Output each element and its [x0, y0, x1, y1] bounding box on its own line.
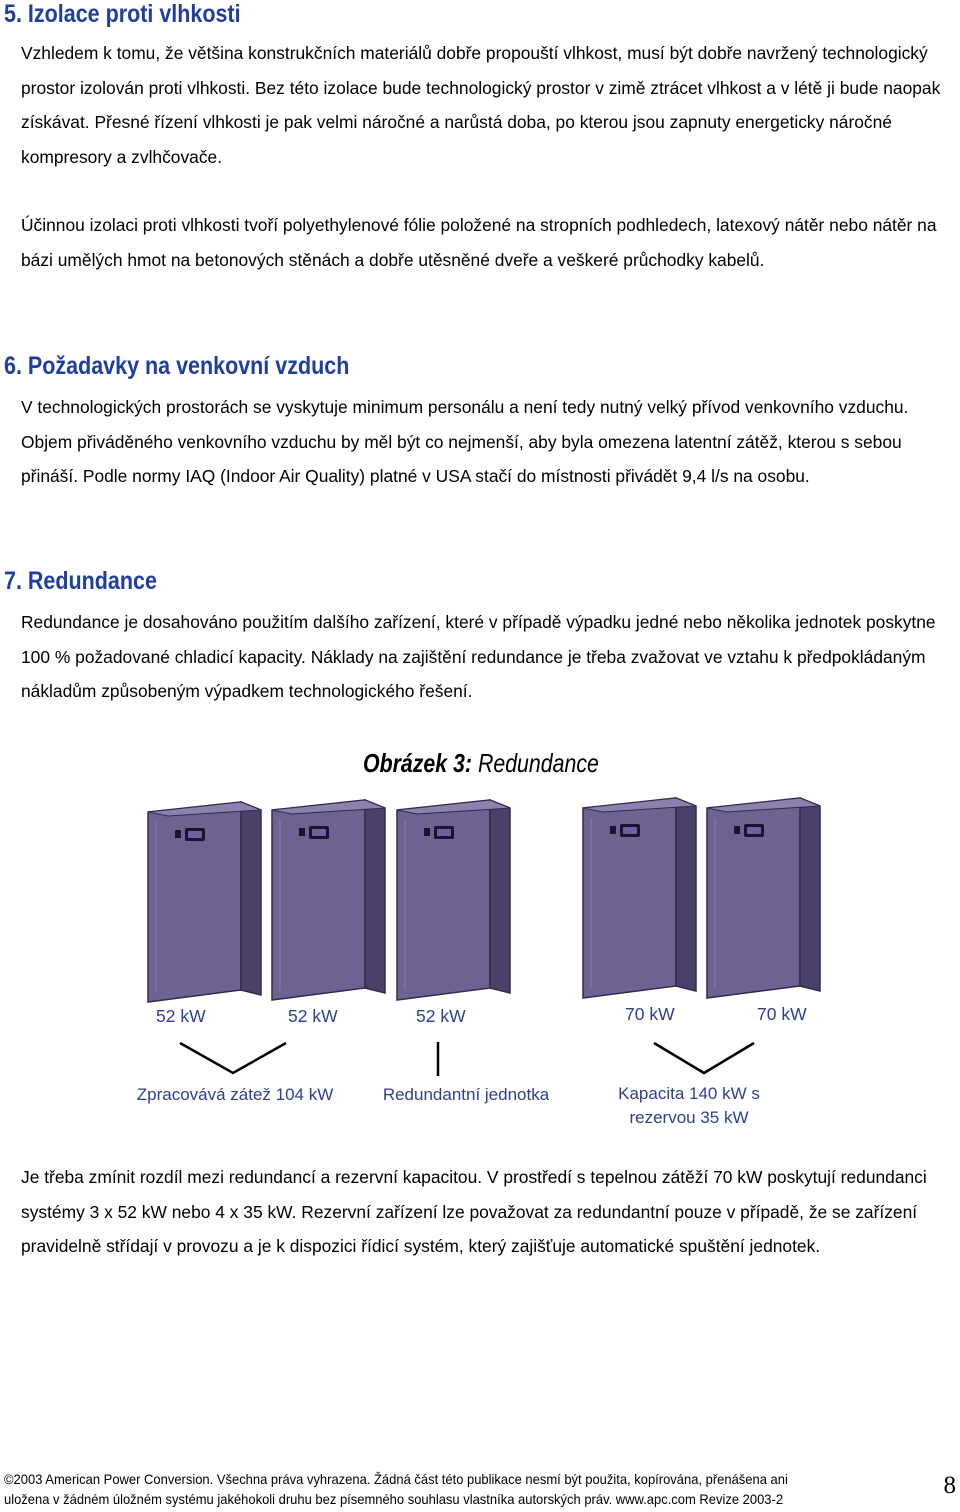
capacity-caption: [594, 1082, 784, 1130]
unit-3-capacity: 52 kW: [416, 1006, 466, 1026]
unit-1-capacity: 52 kW: [156, 1006, 206, 1026]
section-7-paragraph-1: Redundance je dosahováno použitím dalšího zařízení, které v případě výpadku jedné nebo několika jednotek poskytne 100 % požadované chladicí kapacity. Náklady na zajištění redundance je třeba zvažovat ve vztahu k předpokládaným nákladům způsobeným výpadkem technologického řešení.: [21, 612, 936, 702]
section-6-heading: 6. Požadavky na venkovní vzduch: [4, 352, 350, 380]
capacity-bracket: [654, 1043, 754, 1073]
cooling-unit-5: [707, 798, 820, 998]
figure-title-text: Redundance: [472, 748, 599, 778]
section-7-paragraph-2: Je třeba zmínit rozdíl mezi redundancí a rezervní kapacitou. V prostředí s tepelnou zátěží 70 kW poskytují redundanci systémy 3 x 52 kW nebo 4 x 35 kW. Rezervní zařízení lze považovat za redundantní pouze v případě, že se zařízení pravidelně střídají v provozu a je k dispozici řídicí systém, který zajišťuje automatické spuštění jednotek.: [21, 1167, 927, 1257]
page-number: 8: [943, 1472, 956, 1499]
capacity-caption-line-1: Kapacita 140 kW s: [618, 1084, 760, 1103]
redundant-caption: Redundantní jednotka: [382, 1085, 550, 1104]
section-7-heading: 7. Redundance: [4, 567, 157, 595]
load-caption: Zpracovává zátež 104 kW: [136, 1085, 334, 1104]
unit-5-capacity: 70 kW: [757, 1004, 807, 1024]
unit-4-capacity: 70 kW: [625, 1004, 675, 1024]
section-5-paragraph-2: Účinnou izolaci proti vlhkosti tvoří polyethylenové fólie položené na stropních podhledech, latexový nátěr nebo nátěr na bázi umělých hmot na betonových stěnách a dobře utěsněné dveře a veškeré průchodky kabelů.: [21, 215, 937, 270]
figure-title-label: Obrázek 3:: [363, 748, 473, 778]
load-bracket: [180, 1043, 286, 1073]
cooling-unit-1: [148, 802, 261, 1002]
section-5-heading: 5. Izolace proti vlhkosti: [4, 0, 241, 28]
unit-2-capacity: 52 kW: [288, 1006, 338, 1026]
section-5-paragraph-1: Vzhledem k tomu, že většina konstrukčních materiálů dobře propouští vlhkost, musí být dobře navržený technologický prostor izolován proti vlhkosti. Bez této izolace bude technologický prostor v zimě ztrácet vlhkost a v létě ji bude naopak získávat. Přesné řízení vlhkosti je pak velmi náročné a narůstá doba, po kterou jsou zapnuty energeticky náročné kompresory a zvlhčovače.: [21, 43, 941, 167]
section-6-paragraph-1: V technologických prostorách se vyskytuje minimum personálu a není tedy nutný velký přívod venkovního vzduchu. Objem přiváděného venkovního vzduchu by měl být co nejmenší, aby byla omezena latentní zátěž, kterou s sebou přináší. Podle normy IAQ (Indoor Air Quality) platné v USA stačí do místnosti přivádět 9,4 l/s na osobu.: [21, 397, 909, 487]
capacity-caption-line-2: rezervou 35 kW: [629, 1108, 749, 1127]
cooling-unit-3: [397, 800, 510, 1000]
cooling-unit-4: [583, 798, 696, 998]
footer-copyright-line-2: uložena v žádném úložném systému jakéhokoli druhu bez písemného souhlasu vlastníka autorských práv. www.apc.com Revize 2003-2: [4, 1492, 784, 1507]
cooling-unit-2: [272, 800, 385, 1000]
footer-copyright-line-1: ©2003 American Power Conversion. Všechna práva vyhrazena. Žádná část této publikace nesmí být použita, kopírována, přenášena ani: [4, 1472, 788, 1487]
